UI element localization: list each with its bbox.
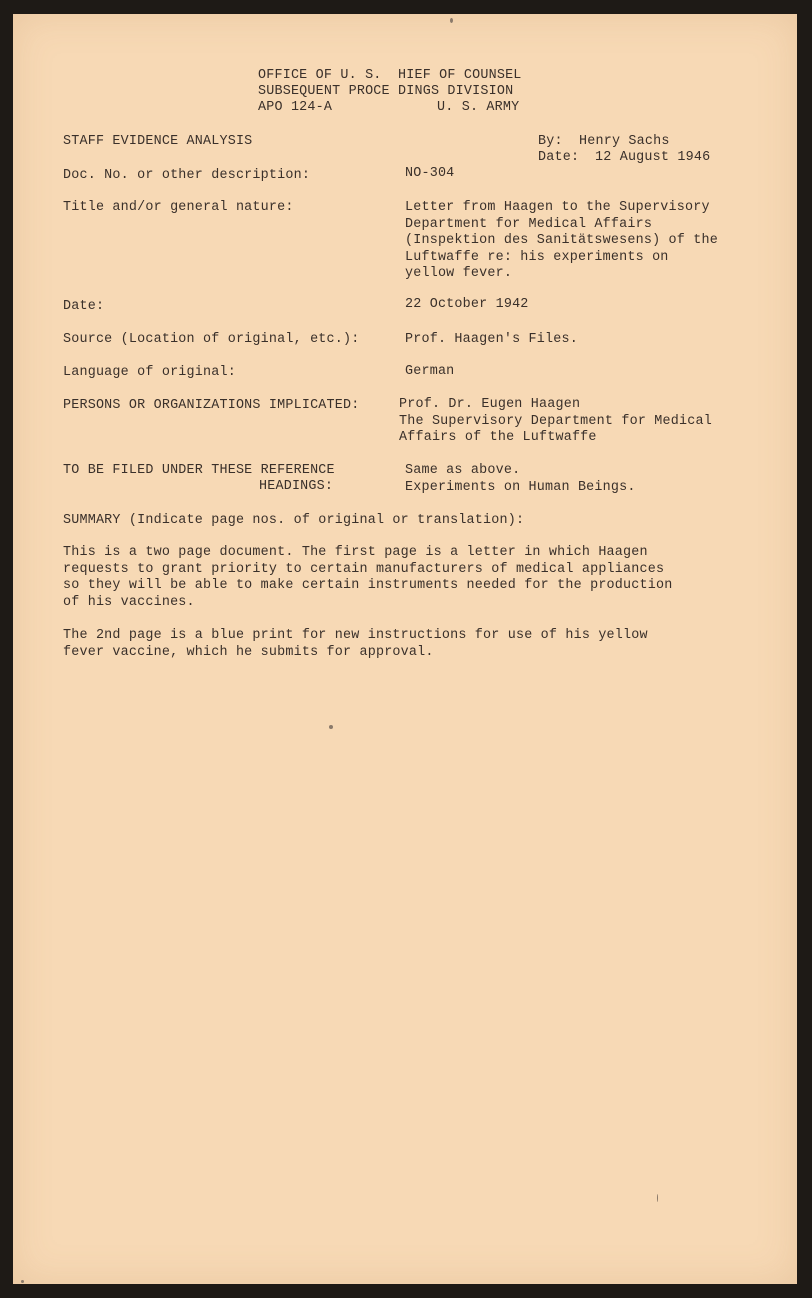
title-label: Title and/or general nature: (63, 200, 294, 215)
filed-label-line-2: HEADINGS: (259, 479, 334, 494)
date-label: Date: (538, 150, 580, 165)
language-label: Language of original: (63, 365, 236, 380)
source-label: Source (Location of original, etc.): (63, 332, 360, 347)
language-value: German (405, 364, 455, 379)
header-line-2: SUBSEQUENT PROCE DINGS DIVISION (258, 84, 514, 99)
title-value: Letter from Haagen to the Supervisory Department for Medical Affairs (Inspektion des Sanitätswesens) of the Luftwaffe re: his experiments on yellow fever. (405, 200, 718, 281)
document-page (13, 14, 797, 1284)
summary-heading: SUMMARY (Indicate page nos. of original or translation): (63, 513, 525, 528)
doc-no-value: NO-304 (405, 166, 455, 181)
analysis-title: STAFF EVIDENCE ANALYSIS (63, 134, 253, 149)
header-line-1: OFFICE OF U. S. HIEF OF COUNSEL (258, 68, 522, 83)
filed-label-line-1: TO BE FILED UNDER THESE REFERENCE (63, 463, 335, 478)
summary-paragraph-1: This is a two page document. The first page is a letter in which Haagen requests to grant priority to certain manufacturers of medical appliances so they will be able to make certain instruments needed for the production of his vaccines. (63, 545, 673, 610)
filed-value: Same as above. Experiments on Human Beings. (405, 463, 636, 495)
paper-speck (657, 1194, 658, 1202)
persons-label: PERSONS OR ORGANIZATIONS IMPLICATED: (63, 398, 360, 413)
date-value: 12 August 1946 (595, 150, 711, 165)
summary-paragraph-2: The 2nd page is a blue print for new instructions for use of his yellow fever vaccine, which he submits for approval. (63, 628, 648, 660)
date-field-label: Date: (63, 299, 105, 314)
paper-speck (450, 18, 453, 23)
source-value: Prof. Haagen's Files. (405, 332, 578, 347)
paper-speck (21, 1280, 24, 1283)
by-label: By: (538, 134, 563, 149)
doc-no-label: Doc. No. or other description: (63, 168, 311, 183)
date-field-value: 22 October 1942 (405, 297, 529, 312)
by-value: Henry Sachs (579, 134, 670, 149)
paper-speck (329, 725, 333, 729)
header-apo: APO 124-A (258, 100, 333, 115)
persons-value: Prof. Dr. Eugen Haagen The Supervisory Department for Medical Affairs of the Luftwaffe (399, 397, 712, 445)
header-army: U. S. ARMY (437, 100, 520, 115)
